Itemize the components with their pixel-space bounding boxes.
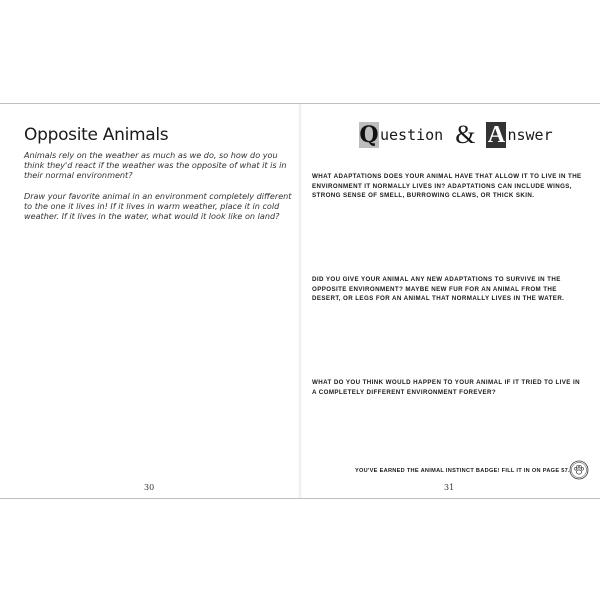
- question-3: WHAT DO YOU THINK WOULD HAPPEN TO YOUR ANIMAL IF IT TRIED TO LIVE IN A COMPLETELY DIFFERENT ENVIRONMENT FOREVER?: [312, 379, 580, 396]
- paw-badge-icon: [569, 460, 589, 480]
- badge-note: YOU'VE EARNED THE ANIMAL INSTINCT BADGE! FILL IT IN ON PAGE 57.: [355, 468, 570, 474]
- ampersand: &: [455, 120, 476, 149]
- question-word: uestion: [380, 126, 444, 144]
- page-number-right: 31: [444, 483, 455, 492]
- page-number-left: 30: [144, 483, 155, 492]
- book-spread: [0, 103, 600, 499]
- page-title: Opposite Animals: [24, 125, 169, 145]
- a-letter-box: A: [487, 122, 506, 148]
- intro-paragraph: Animals rely on the weather as much as we do, so how do you think they'd react if the weather was the opposite of what it is in their normal environment?: [24, 150, 287, 181]
- instructions-paragraph: Draw your favorite animal in an environment completely different to the one it lives in! If it lives in warm weather, place it in cold weather. If it lives in the water, what would it look like on land?: [24, 190, 292, 222]
- intro-text: [24, 150, 294, 231]
- qa-header: [359, 118, 553, 152]
- answer-word: nswer: [507, 126, 553, 144]
- page-gutter: [298, 104, 302, 498]
- question-2: DID YOU GIVE YOUR ANIMAL ANY NEW ADAPTATIONS TO SURVIVE IN THE OPPOSITE ENVIRONMENT? MAYBE NEW FUR FOR AN ANIMAL FROM THE DESERT, OR LEGS FOR AN ANIMAL THAT NORMALLY LIVES IN THE WATER.: [312, 276, 565, 303]
- question-1: WHAT ADAPTATIONS DOES YOUR ANIMAL HAVE THAT ALLOW IT TO LIVE IN THE ENVIRONMENT IT NORMALLY LIVES IN? ADAPTATIONS CAN INCLUDE WINGS, STRONG SENSE OF SMELL, BURROWING CLAWS, OR THICK SKIN.: [312, 173, 582, 200]
- q-letter-box: Q: [359, 122, 379, 148]
